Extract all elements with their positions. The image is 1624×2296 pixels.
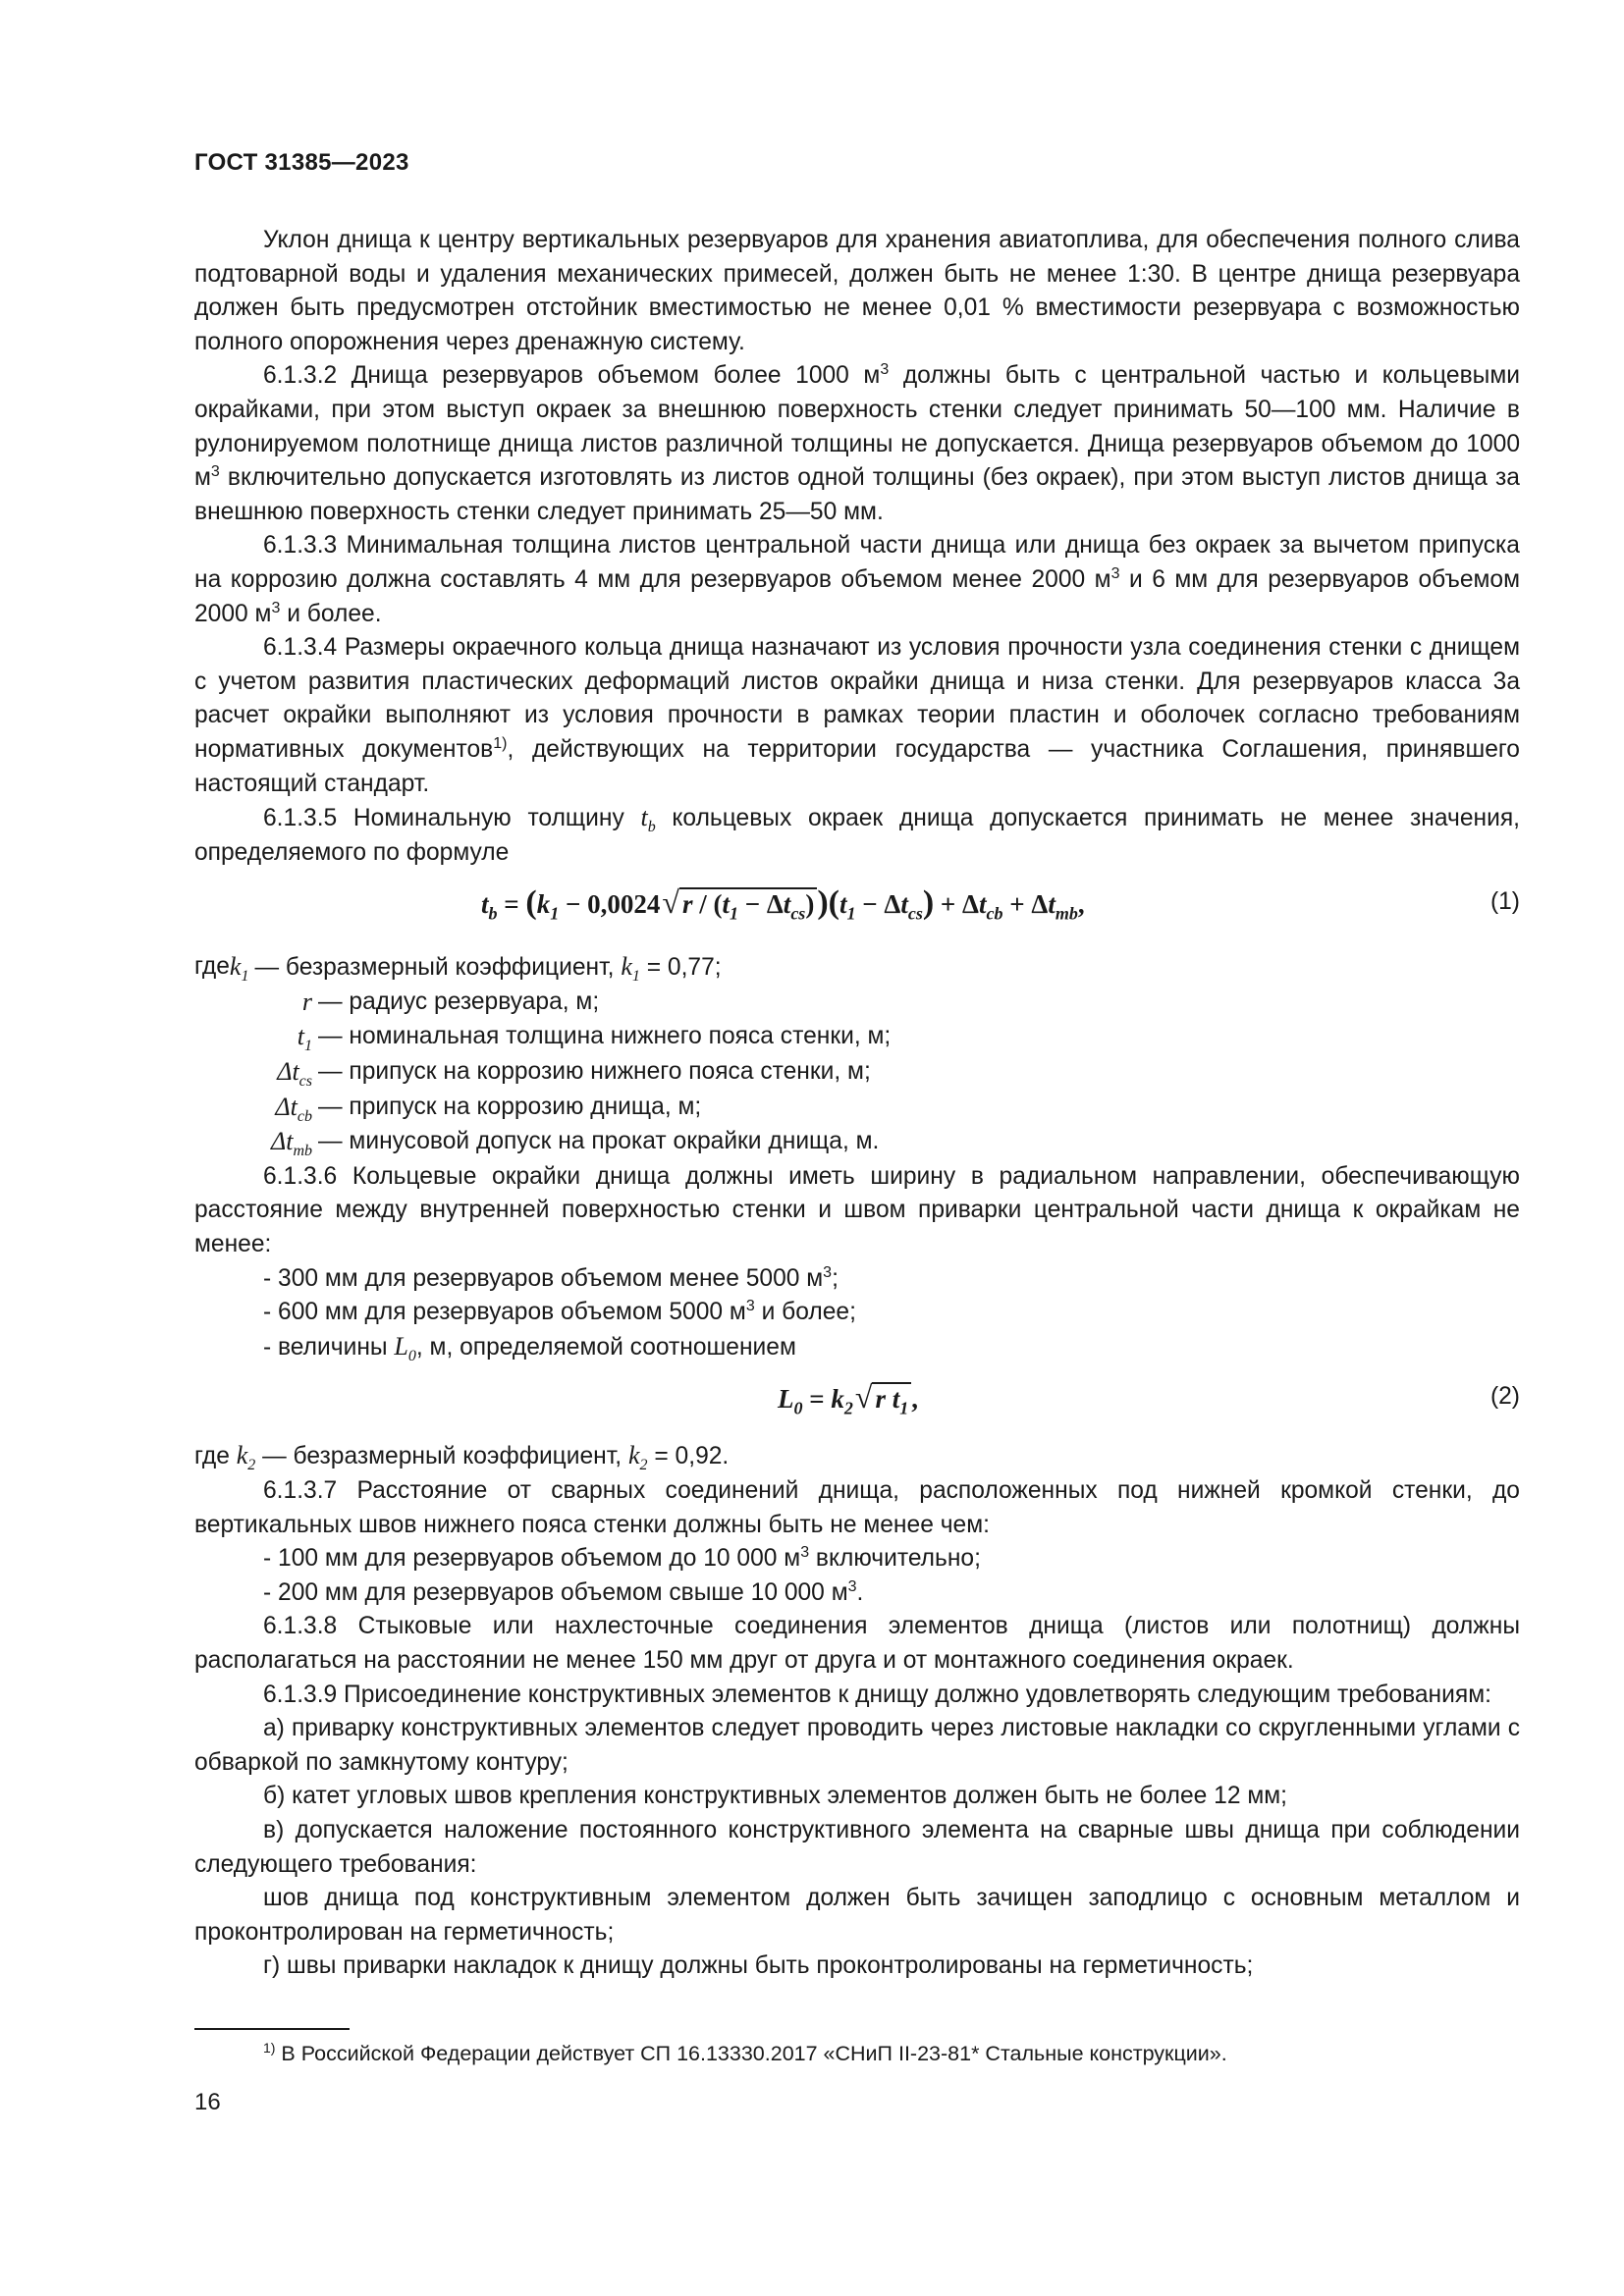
formula-2-number: (2) xyxy=(1489,1383,1520,1411)
paragraph-6-1-3-6: 6.1.3.6 Кольцевые окрайки днища должны иметь ширину в радиальном направлении, обеспечивающую расстояние между внутренней поверхностью стенки и швом приварки центральной части днища к окрайкам не менее: xyxy=(194,1162,1520,1258)
paragraph-6-1-3-9-d: г) швы приварки накладок к днищу должны быть проконтролированы на герметичность; xyxy=(263,1952,1254,1980)
definition-t1: $t_1$ — номинальная толщина нижнего пояса стенки, м; xyxy=(297,1022,892,1055)
paragraph-6-1-3-7: 6.1.3.7 Расстояние от сварных соединений днища, расположенных под нижней кромкой стенки, до вертикальных швов нижнего пояса стенки должны быть не менее чем: xyxy=(194,1477,1520,1538)
definition-delta-tcb: $\Delta t_{cb}$ — припуск на коррозию днища, м; xyxy=(275,1092,702,1125)
footnote-separator xyxy=(194,2028,350,2030)
list-item-300mm: - 300 мм для резервуаров объемом менее 5000 $м^3$; xyxy=(263,1263,839,1292)
formula-1-definitions xyxy=(194,950,1520,1160)
paragraph-6-1-3-8: 6.1.3.8 Стыковые или нахлесточные соединения элементов днища (листов или полотнищ) должны располагаться на расстоянии не менее 150 мм друг от друга и от монтажного соединения окраек. xyxy=(194,1613,1520,1674)
list-item-200mm: - 200 мм для резервуаров объемом свыше 10 000 $м^3$. xyxy=(263,1577,864,1606)
formula-2 xyxy=(194,1372,1520,1433)
paragraph-6-1-3-9-b: б) катет угловых швов крепления конструктивных элементов должен быть не более 12 мм; xyxy=(263,1783,1287,1810)
definition-k2: где $k_2$ — безразмерный коэффициент, $k_2 = 0,92$. xyxy=(194,1441,730,1474)
paragraph-6-1-3-2: 6.1.3.2 Днища резервуаров объемом более 1000 $м^3$ должны быть с центральной частью и кольцевыми окрайками, при этом выступ окраек за внешнюю поверхность стенки следует принимать 50—100 мм. Наличие в рулонируемом полотнище днища листов различной толщины не допускается. Днища резервуаров объемом до 1000 $м^3$ включительно допускается изготовлять из листов одной толщины (без окраек), при этом выступ листов днища за внешнюю поверхность стенки следует принимать 25—50 мм. xyxy=(194,361,1520,525)
document-header: ГОСТ 31385—2023 xyxy=(194,149,409,176)
definition-k1: где $k_1$ — безразмерный коэффициент, $k_1 = 0,77$; xyxy=(194,952,722,986)
paragraph-6-1-3-3: 6.1.3.3 Минимальная толщина листов центральной части днища или днища без окраек за вычетом припуска на коррозию должна составлять 4 мм для резервуаров объемом менее 2000 $м^3$ и 6 мм для резервуаров объемом 2000 $м^3$ и более. xyxy=(194,532,1520,627)
paragraph-6-1-3-9: 6.1.3.9 Присоединение конструктивных элементов к днищу должно удовлетворять следующим требованиям: xyxy=(263,1681,1491,1708)
formula-2-expression: $L_0 = k_2√$ r $t_1$ , xyxy=(778,1379,918,1418)
formula-1-number: (1) xyxy=(1489,888,1520,916)
page-number: 16 xyxy=(194,2089,221,2115)
formula-1 xyxy=(194,878,1520,944)
definition-delta-tmb: $\Delta t_{mb}$ — минусовой допуск на прокат окрайки днища, м. xyxy=(270,1127,880,1160)
paragraph-6-1-3-9-c: в) допускается наложение постоянного конструктивного элемента на сварные швы днища при соблюдении следующего требования: xyxy=(194,1816,1520,1878)
paragraph-6-1-3-9-a: а) приварку конструктивных элементов следует проводить через листовые накладки со скругленными углами с обваркой по замкнутому контуру; xyxy=(194,1715,1520,1776)
footnote-reference: 1) xyxy=(493,734,508,752)
paragraph-6-1-3-9-c-requirement: шов днища под конструктивным элементом должен быть зачищен заподлицо с основным металлом и проконтролирован на герметичность; xyxy=(194,1885,1520,1946)
paragraph-slope: Уклон днища к центру вертикальных резервуаров для хранения авиатоплива, для обеспечения полного слива подтоварной воды и удаления механических примесей, должен быть не менее 1:30. В центре днища резервуара должен быть предусмотрен отстойник вместимостью не менее 0,01 % вместимости резервуара с возможностью полного опорожнения через дренажную систему. xyxy=(194,227,1520,355)
document-body xyxy=(194,224,1520,1984)
footnote: $^{1)}$ В Российской Федерации действует СП 16.13330.2017 «СНиП II-23-81* Стальные конструкции». xyxy=(263,2039,1227,2065)
definition-delta-tcs: $\Delta t_{cs}$ — припуск на коррозию нижнего пояса стенки, м; xyxy=(277,1057,871,1091)
list-item-600mm: - 600 мм для резервуаров объемом 5000 $м^3$ и более; xyxy=(263,1298,856,1326)
paragraph-6-1-3-5: 6.1.3.5 Номинальную толщину $t_b$ кольцевых окраек днища допускается принимать не менее значения, определяемого по формуле xyxy=(194,803,1520,866)
paragraph-6-1-3-4: 6.1.3.4 Размеры окраечного кольца днища назначают из условия прочности узла соединения стенки с днищем с учетом развития пластических деформаций листов окрайки днища и низа стенки. Для резервуаров класса 3а расчет окрайки выполняют из условия прочности в рамках теории пластин и оболочек согласно требованиям нормативных документов$^{1)}$, действующих на территории государства — участника Соглашения, принявшего настоящий стандарт. xyxy=(194,634,1520,797)
list-item-l0: - величины $L_0$, м, определяемой соотношением xyxy=(263,1331,796,1364)
formula-1-expression: $t_b = (k_1 - 0,0024√$ $r / (t_1 - \Delta t_{cs}))(t_1 - \Delta t_{cs}) + \Delta t_{cb} + \Delta t_{mb}$, xyxy=(481,884,1085,924)
definition-r: r — радиус резервуара, м; xyxy=(301,987,600,1016)
list-item-100mm: - 100 мм для резервуаров объемом до 10 000 $м^3$ включительно; xyxy=(263,1544,981,1573)
